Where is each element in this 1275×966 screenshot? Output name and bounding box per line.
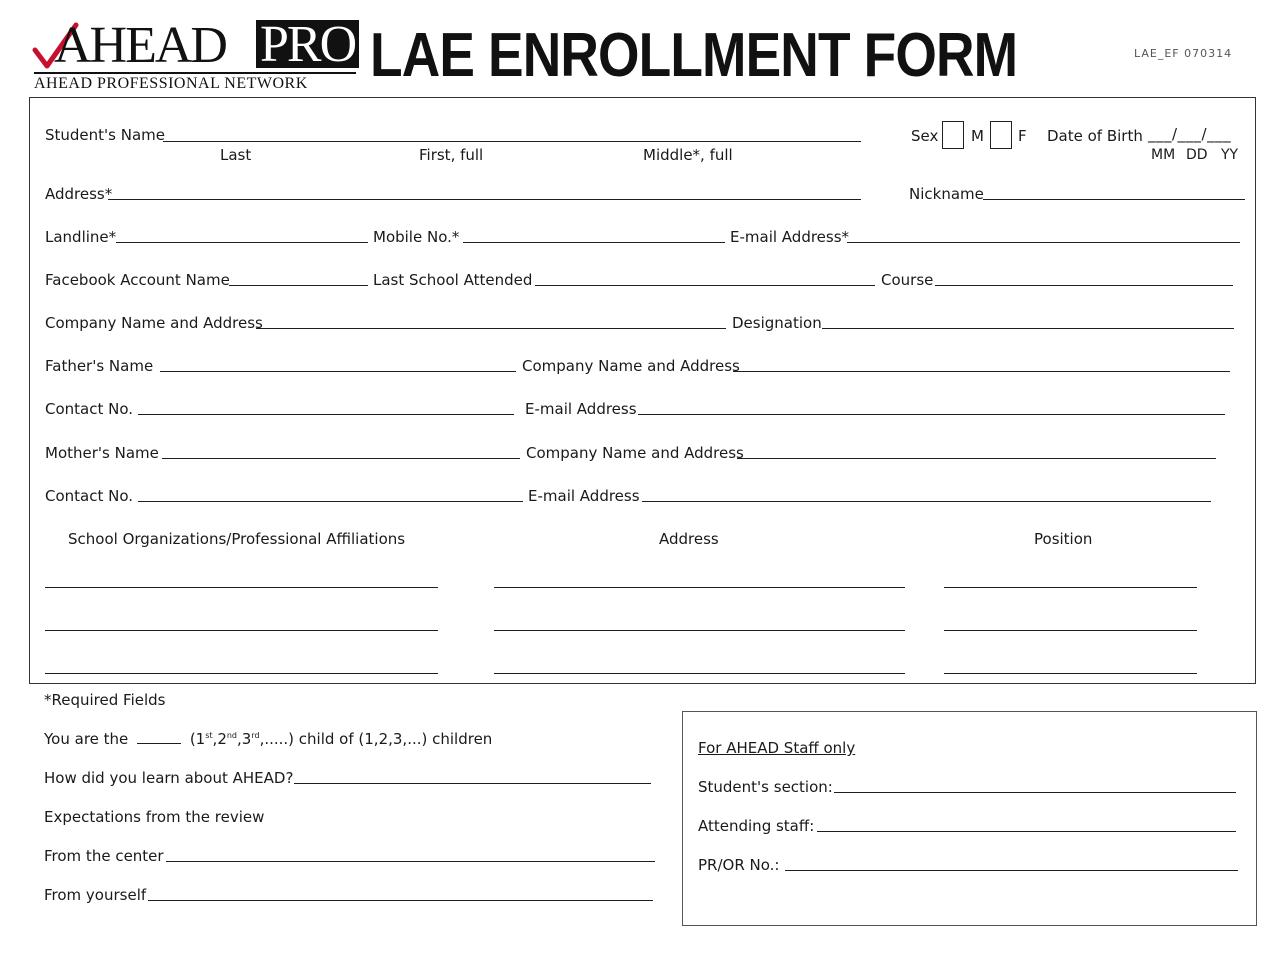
learn-about-field[interactable] bbox=[294, 783, 651, 784]
sex-f-label: F bbox=[1018, 127, 1027, 145]
landline-label: Landline* bbox=[45, 228, 117, 246]
student-section-label: Student's section: bbox=[698, 778, 833, 796]
ordinal-3: 3 bbox=[241, 730, 252, 748]
student-name-label: Student's Name bbox=[45, 126, 166, 144]
dob-mm-caption: MM bbox=[1151, 147, 1176, 163]
mother-company-label: Company Name and Address bbox=[526, 444, 744, 462]
learn-about-label: How did you learn about AHEAD? bbox=[44, 769, 294, 787]
father-contact-field[interactable] bbox=[138, 414, 514, 415]
sex-m-label: M bbox=[971, 127, 984, 145]
child-suffix: ,.....) child of (1,2,3,...) children bbox=[259, 730, 493, 748]
affiliation-address-field[interactable] bbox=[494, 587, 905, 588]
main-form-box bbox=[29, 97, 1256, 684]
course-field[interactable] bbox=[935, 285, 1233, 286]
dob-dd-caption: DD bbox=[1186, 147, 1208, 163]
ordinal-3-sup: rd bbox=[251, 731, 260, 740]
mother-email-label: E-mail Address bbox=[528, 487, 640, 505]
affiliation-position-field[interactable] bbox=[944, 587, 1197, 588]
father-name-field[interactable] bbox=[160, 371, 516, 372]
facebook-label: Facebook Account Name bbox=[45, 271, 230, 289]
mother-email-field[interactable] bbox=[642, 501, 1211, 502]
sex-label: Sex bbox=[911, 127, 939, 145]
company-field[interactable] bbox=[256, 328, 726, 329]
ordinal-1: 1 bbox=[195, 730, 206, 748]
designation-label: Designation bbox=[732, 314, 822, 332]
father-company-label: Company Name and Address bbox=[522, 357, 740, 375]
required-fields-note: *Required Fields bbox=[44, 691, 166, 709]
nickname-field[interactable] bbox=[983, 199, 1245, 200]
sex-m-checkbox[interactable] bbox=[942, 121, 964, 149]
affiliation-address-field[interactable] bbox=[494, 673, 905, 674]
from-yourself-field[interactable] bbox=[148, 900, 653, 901]
dob-yy-caption: YY bbox=[1221, 147, 1239, 163]
first-name-caption: First, full bbox=[419, 146, 484, 164]
affiliation-org-field[interactable] bbox=[45, 673, 438, 674]
logo-pro-text: PRO bbox=[256, 20, 359, 68]
expectations-label: Expectations from the review bbox=[44, 808, 265, 826]
from-yourself-label: From yourself bbox=[44, 886, 147, 904]
affiliation-org-field[interactable] bbox=[45, 587, 438, 588]
dob-label: Date of Birth bbox=[1047, 127, 1143, 145]
student-section-field[interactable] bbox=[834, 792, 1236, 793]
mother-contact-label: Contact No. bbox=[45, 487, 134, 505]
pr-or-field[interactable] bbox=[785, 870, 1238, 871]
ordinal-2-sup: nd bbox=[226, 731, 238, 740]
from-center-label: From the center bbox=[44, 847, 164, 865]
form-title: LAE ENROLLMENT FORM bbox=[370, 21, 1018, 90]
last-name-caption: Last bbox=[220, 146, 252, 164]
father-name-label: Father's Name bbox=[45, 357, 154, 375]
affiliation-org-field[interactable] bbox=[45, 630, 438, 631]
affiliations-address-header: Address bbox=[659, 530, 719, 548]
child-order-line: You are the (1st,2nd,3rd,.....) child of (1,2,3,...) children bbox=[44, 730, 493, 748]
email-field[interactable] bbox=[847, 242, 1240, 243]
last-school-field[interactable] bbox=[535, 285, 875, 286]
affiliations-org-header: School Organizations/Professional Affiliations bbox=[68, 530, 406, 548]
attending-staff-field[interactable] bbox=[817, 831, 1236, 832]
ordinal-1-sup: st bbox=[205, 731, 213, 740]
dob-field[interactable]: ___/___/___ bbox=[1148, 125, 1232, 143]
affiliation-position-field[interactable] bbox=[944, 673, 1197, 674]
staff-only-heading: For AHEAD Staff only bbox=[698, 739, 856, 757]
nickname-label: Nickname bbox=[909, 185, 984, 203]
father-company-field[interactable] bbox=[733, 371, 1230, 372]
affiliation-address-field[interactable] bbox=[494, 630, 905, 631]
mother-name-field[interactable] bbox=[162, 458, 520, 459]
course-label: Course bbox=[881, 271, 934, 289]
last-school-label: Last School Attended bbox=[373, 271, 533, 289]
from-center-field[interactable] bbox=[166, 861, 655, 862]
company-label: Company Name and Address bbox=[45, 314, 263, 332]
logo-ahead-text: AHEAD bbox=[54, 17, 226, 74]
mobile-label: Mobile No.* bbox=[373, 228, 460, 246]
address-field[interactable] bbox=[108, 199, 861, 200]
facebook-field[interactable] bbox=[229, 285, 368, 286]
ordinal-2: 2 bbox=[217, 730, 227, 748]
child-order-blank[interactable] bbox=[137, 731, 181, 744]
mother-contact-field[interactable] bbox=[138, 501, 523, 502]
mother-name-label: Mother's Name bbox=[45, 444, 159, 462]
mother-company-field[interactable] bbox=[737, 458, 1216, 459]
designation-field[interactable] bbox=[822, 328, 1234, 329]
father-contact-label: Contact No. bbox=[45, 400, 134, 418]
father-email-label: E-mail Address bbox=[525, 400, 637, 418]
form-code: LAE_EF 070314 bbox=[1134, 47, 1233, 60]
affiliations-position-header: Position bbox=[1034, 530, 1093, 548]
father-email-field[interactable] bbox=[638, 414, 1225, 415]
mobile-field[interactable] bbox=[463, 242, 725, 243]
affiliation-position-field[interactable] bbox=[944, 630, 1197, 631]
middle-name-caption: Middle*, full bbox=[643, 146, 733, 164]
attending-staff-label: Attending staff: bbox=[698, 817, 815, 835]
email-label: E-mail Address* bbox=[730, 228, 850, 246]
sex-f-checkbox[interactable] bbox=[990, 121, 1012, 149]
logo-tagline: AHEAD PROFESSIONAL NETWORK bbox=[34, 72, 356, 93]
address-label: Address* bbox=[45, 185, 113, 203]
pr-or-label: PR/OR No.: bbox=[698, 856, 780, 874]
ahead-pro-logo bbox=[32, 18, 358, 92]
child-prefix: You are the bbox=[44, 730, 129, 748]
landline-field[interactable] bbox=[116, 242, 368, 243]
student-name-field[interactable] bbox=[163, 141, 861, 142]
